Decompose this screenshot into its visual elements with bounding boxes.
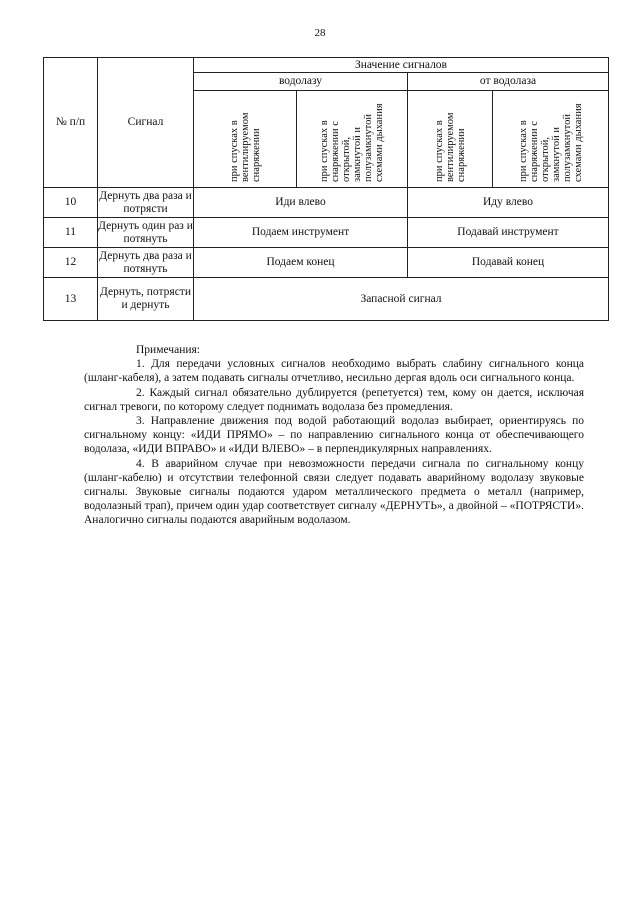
row-signal: Дернуть один раз и потянуть xyxy=(98,218,194,248)
table-row xyxy=(44,218,609,248)
row-to-diver: Подаем конец xyxy=(194,248,408,278)
header-num: № п/п xyxy=(44,58,98,188)
note-item: 4. В аварийном случае при невозможности передачи сигнала по сигнальному концу (шланг-кабелю) и отсутствии телефонной связи следует подавать аварийному водолазу звуковые сигналы. Звуковые сигналы подаются ударом металлического предмета о металл (например, водолазный трап), причем один удар соответствует сигналу «ДЕРНУТЬ», а двойной – «ПОТРЯСТИ». Аналогично сигналы подаются аварийным водолазом. xyxy=(84,457,584,527)
row-from-diver: Иду влево xyxy=(408,188,609,218)
subheader-cell xyxy=(493,91,609,188)
header-to-diver: водолазу xyxy=(194,73,408,91)
header-meaning: Значение сигналов xyxy=(194,58,609,73)
row-from-diver: Подавай конец xyxy=(408,248,609,278)
subheader-text: при спусках в вентилируемом снаряжении xyxy=(228,112,262,182)
subheader-text: при спусках в снаряжении с открытой, замкнутой и полузамкнутой схемами дыхания xyxy=(319,103,385,182)
row-signal: Дернуть, потрясти и дернуть xyxy=(98,278,194,321)
note-item: 3. Направление движения под водой работающий водолаз выбирает, ориентируясь по сигнальному концу: «ИДИ ПРЯМО» – по направлению сигнального конца от обеспечивающего водолаза, «ИДИ ВПРАВО» и «ИДИ ВЛЕВО» – в перпендикулярных направлениях. xyxy=(84,415,584,456)
note-item: 1. Для передачи условных сигналов необходимо выбрать слабину сигнального конца (шланг-кабеля), а затем подавать сигналы отчетливо, несильно дергая вдоль оси сигнального конца. xyxy=(84,358,584,385)
row-num: 11 xyxy=(44,218,98,248)
row-merged-meaning: Запасной сигнал xyxy=(194,278,609,321)
row-signal: Дернуть два раза и потянуть xyxy=(98,248,194,278)
signals-table xyxy=(43,57,609,321)
subheader-text: при спусках в снаряжении с открытой, замкнутой и полузамкнутой схемами дыхания xyxy=(517,103,584,182)
notes-title: Примечания: xyxy=(136,344,200,356)
subheader-cell xyxy=(297,91,408,188)
header-from-diver: от водолаза xyxy=(408,73,609,91)
row-num: 13 xyxy=(44,278,98,321)
notes-section xyxy=(84,343,584,528)
table-row xyxy=(44,278,609,321)
subheader-text: при спусках в вентилируемом снаряжении xyxy=(433,112,467,182)
row-num: 12 xyxy=(44,248,98,278)
row-from-diver: Подавай инструмент xyxy=(408,218,609,248)
table-row xyxy=(44,248,609,278)
row-signal: Дернуть два раза и потрясти xyxy=(98,188,194,218)
header-signal: Сигнал xyxy=(98,58,194,188)
subheader-cell xyxy=(408,91,493,188)
subheader-cell xyxy=(194,91,297,188)
page-number: 28 xyxy=(314,27,326,39)
row-to-diver: Подаем инструмент xyxy=(194,218,408,248)
row-num: 10 xyxy=(44,188,98,218)
row-to-diver: Иди влево xyxy=(194,188,408,218)
table-row xyxy=(44,188,609,218)
note-item: 2. Каждый сигнал обязательно дублируется (репетуется) тем, кому он дается, исключая сигнал тревоги, по которому следует поднимать водолаза без промедления. xyxy=(84,386,584,413)
